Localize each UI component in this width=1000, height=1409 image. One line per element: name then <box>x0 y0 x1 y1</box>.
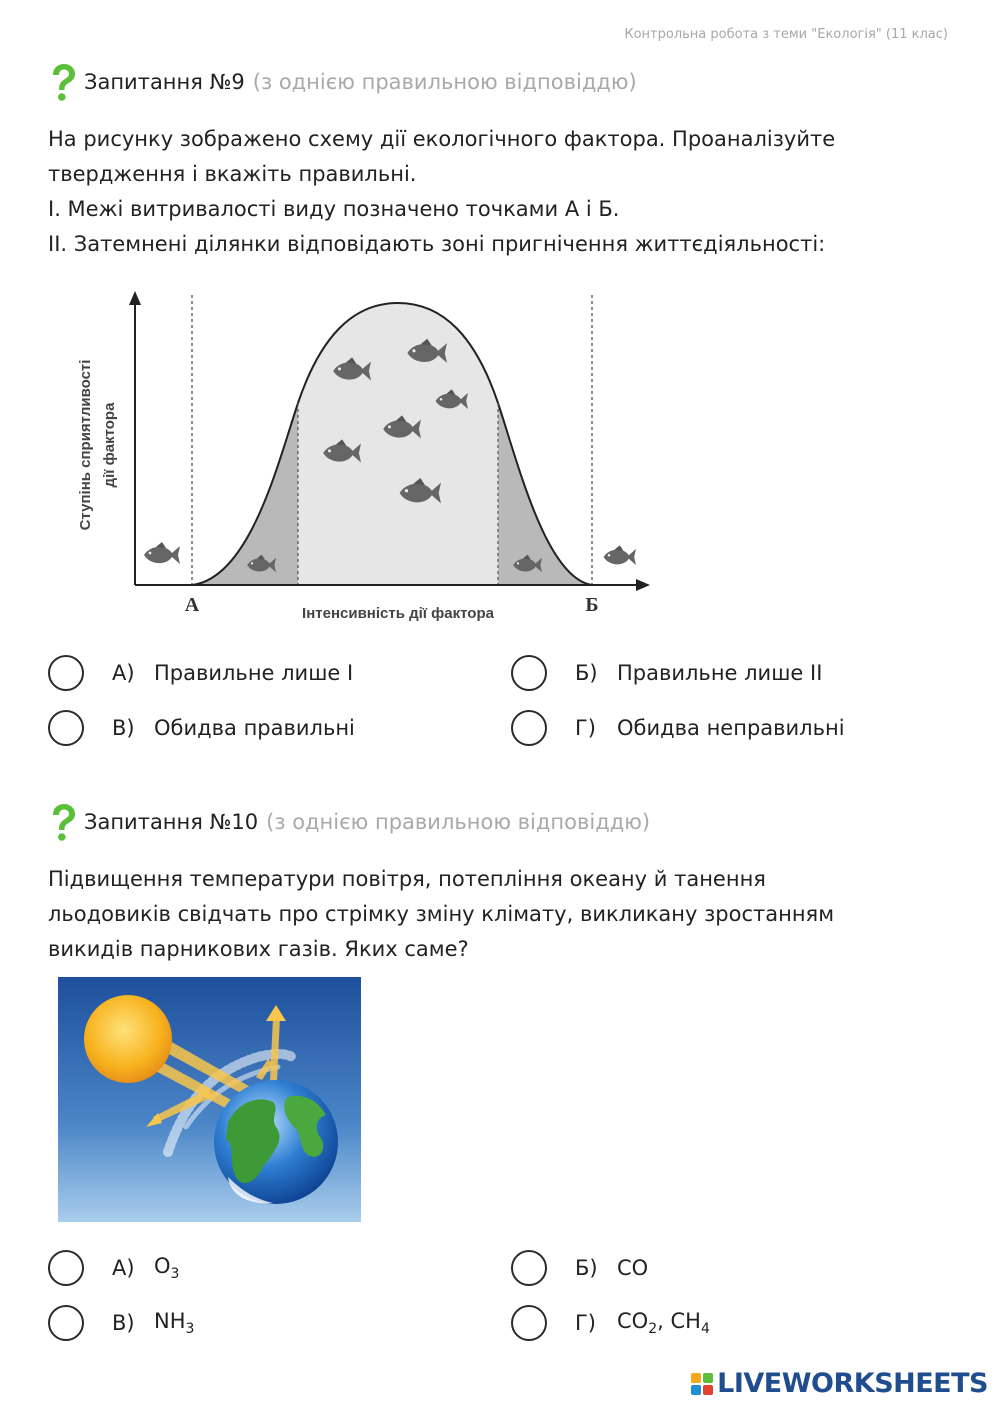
formula-base: CO <box>617 1256 649 1280</box>
question-10-line: Підвищення температури повітря, потепління океану й танення <box>48 867 766 891</box>
question-9-subtitle: (з однією правильною відповіддю) <box>252 70 637 94</box>
question-mark-icon <box>48 62 78 102</box>
option-letter: А) <box>112 1256 135 1280</box>
formula-base: CO <box>617 1309 649 1333</box>
question-10-subtitle: (з однією правильною відповіддю) <box>266 810 651 834</box>
formula-sub: 3 <box>170 1266 180 1282</box>
tolerance-chart <box>70 283 670 628</box>
radio-button[interactable] <box>48 710 84 746</box>
chart-point-a: А <box>184 594 200 616</box>
question-9-text <box>48 122 948 262</box>
option-text: Правильне лише II <box>617 661 823 685</box>
option-text <box>154 1254 179 1282</box>
option-text: Правильне лише I <box>154 661 354 685</box>
q9-option-a[interactable] <box>48 655 353 691</box>
question-10-title: Запитання №10 <box>84 810 259 834</box>
option-text <box>617 1256 648 1280</box>
option-letter: В) <box>112 1311 135 1335</box>
formula-sub: 2 <box>648 1321 658 1337</box>
option-text: Обидва неправильні <box>617 716 845 740</box>
formula-sub-2: 4 <box>700 1321 710 1337</box>
radio-button[interactable] <box>511 655 547 691</box>
question-10-line: льодовиків свідчать про стрімку зміну клімату, викликану зростанням <box>48 902 835 926</box>
radio-button[interactable] <box>511 1250 547 1286</box>
chart-y-label-2: дії фактора <box>101 402 118 488</box>
liveworksheets-logo <box>691 1368 988 1399</box>
radio-button[interactable] <box>48 1250 84 1286</box>
radio-button[interactable] <box>48 655 84 691</box>
option-letter: Б) <box>575 1256 598 1280</box>
question-10-text <box>48 862 948 967</box>
q9-option-b[interactable] <box>511 655 822 691</box>
option-letter: Б) <box>575 661 598 685</box>
option-text: Обидва правильні <box>154 716 355 740</box>
q10-option-b[interactable] <box>511 1250 648 1286</box>
question-9-title: Запитання №9 <box>84 70 245 94</box>
chart-y-label-1: Ступінь сприятливості <box>77 359 94 531</box>
logo-squares-icon <box>691 1373 713 1395</box>
question-10-line: викидів парникових газів. Яких саме? <box>48 937 469 961</box>
question-9-line: I. Межі витривалості виду позначено точками А і Б. <box>48 197 620 221</box>
radio-button[interactable] <box>511 1305 547 1341</box>
chart-point-b: Б <box>585 594 599 616</box>
q9-option-d[interactable] <box>511 710 845 746</box>
option-text <box>617 1309 710 1337</box>
greenhouse-effect-image <box>58 977 361 1222</box>
question-9-line: На рисунку зображено схему дії екологічного фактора. Проаналізуйте <box>48 127 836 151</box>
question-10-heading <box>48 802 650 842</box>
question-9-line: II. Затемнені ділянки відповідають зоні пригнічення життєдіяльності: <box>48 232 826 256</box>
radio-button[interactable] <box>48 1305 84 1341</box>
option-letter: А) <box>112 661 135 685</box>
formula-sub: 3 <box>185 1321 195 1337</box>
question-9-heading <box>48 62 637 102</box>
question-mark-icon <box>48 802 78 842</box>
q9-option-c[interactable] <box>48 710 355 746</box>
option-letter: Г) <box>575 716 596 740</box>
formula-base: NH <box>154 1309 186 1333</box>
formula-base-2: , CH <box>657 1309 701 1333</box>
option-text <box>154 1309 194 1337</box>
question-9-line: твердження і вкажіть правильні. <box>48 162 417 186</box>
radio-button[interactable] <box>511 710 547 746</box>
option-letter: В) <box>112 716 135 740</box>
formula-base: O <box>154 1254 171 1278</box>
q10-option-c[interactable] <box>48 1305 194 1341</box>
page-header-title: Контрольна робота з теми "Екологія" (11 клас) <box>624 27 948 42</box>
option-letter: Г) <box>575 1311 596 1335</box>
brand-text: LIVEWORKSHEETS <box>717 1368 988 1399</box>
chart-x-label: Інтенсивність дії фактора <box>302 605 494 622</box>
q10-option-d[interactable] <box>511 1305 710 1341</box>
q10-option-a[interactable] <box>48 1250 179 1286</box>
